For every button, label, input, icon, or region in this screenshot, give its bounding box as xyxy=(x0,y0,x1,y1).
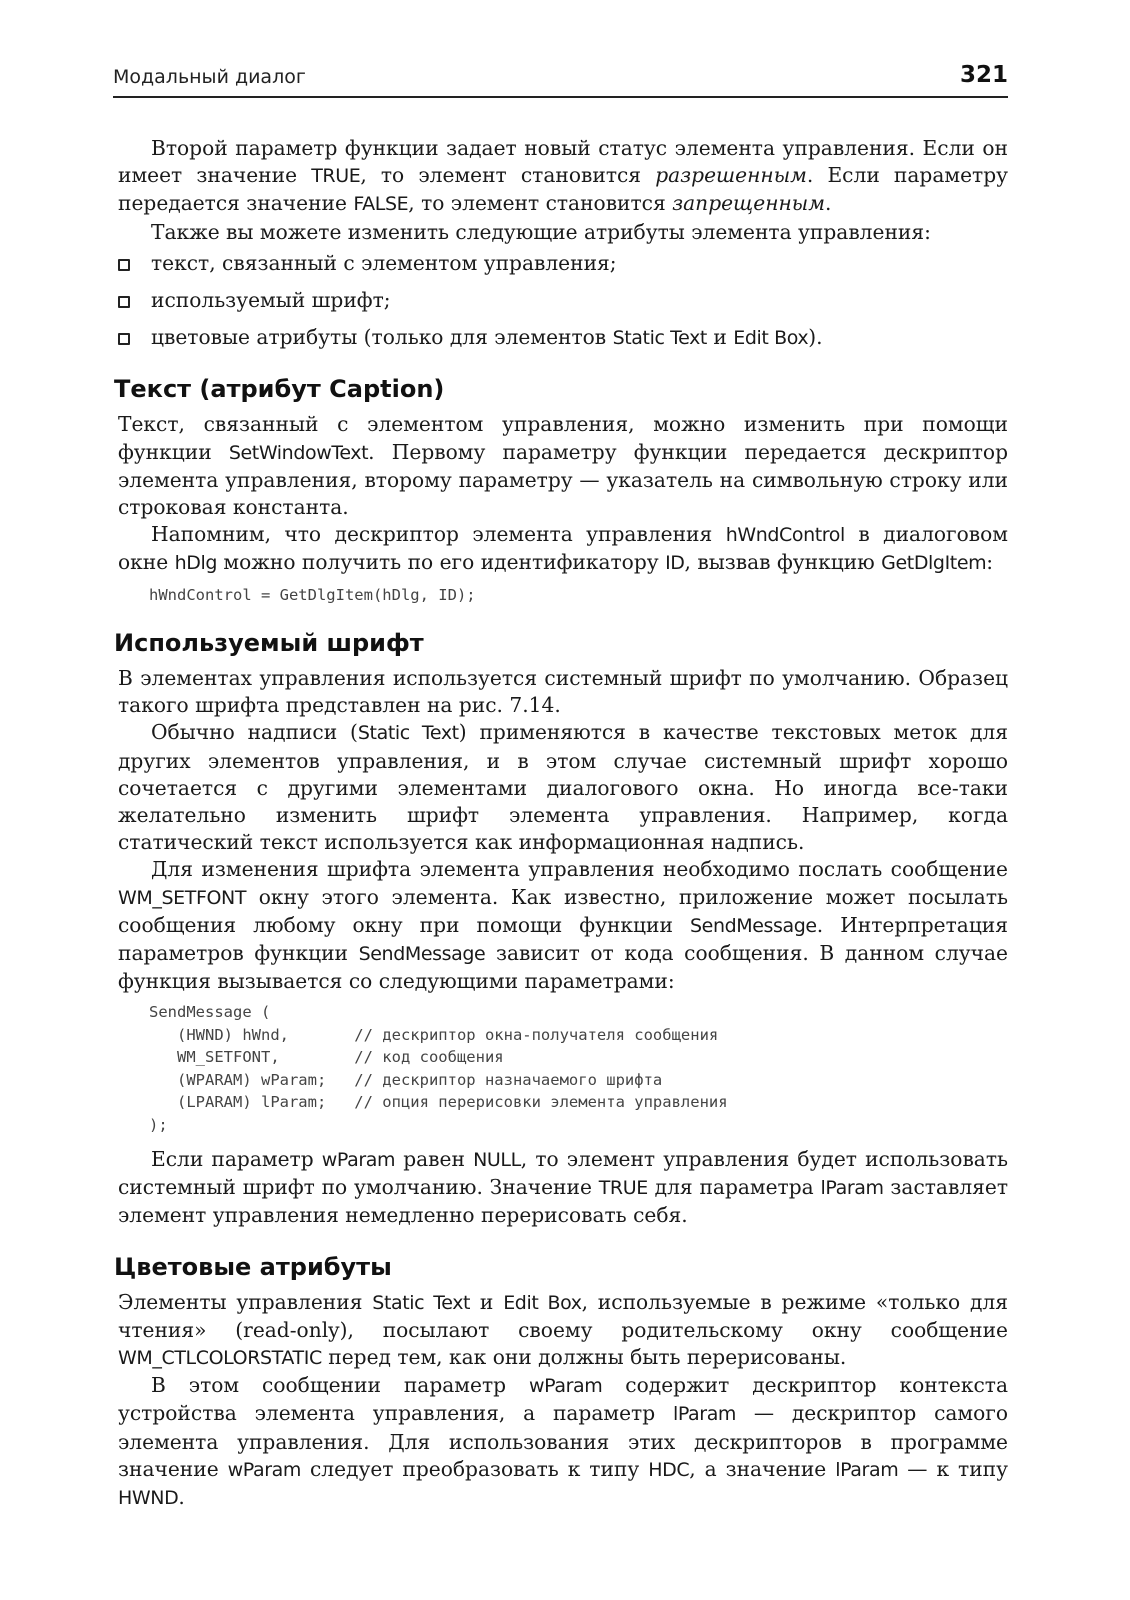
section2-paragraph-1: В элементах управления используется системный шрифт по умолчанию. Образец такого шрифта представлен на рис. 7.14. xyxy=(118,666,1008,718)
attribute-list xyxy=(118,250,1008,353)
page-number: 321 xyxy=(959,62,1008,88)
checkbox-bullet-icon xyxy=(118,296,130,308)
list-item: цветовые атрибуты (только для элементов Static Text и Edit Box). xyxy=(118,324,1008,352)
code-block-getdlgitem: hWndControl = GetDlgItem(hDlg, ID); xyxy=(149,585,476,604)
section2-paragraph-4: Если параметр wParam равен NULL, то элемент управления будет использовать системный шрифт по умолчанию. Значение TRUE для параметра lParam заставляет элемент управления немедленно перерисовать себя. xyxy=(118,1146,1009,1228)
chapter-title: Модальный диалог xyxy=(113,66,306,88)
intro-paragraph-2: Также вы можете изменить следующие атрибуты элемента управления: xyxy=(151,219,931,244)
section3-paragraph-1: Элементы управления Static Text и Edit Box, используемые в режиме «только для чтения» (read-only), посылают своему родительскому окну сообщение WM_CTLCOLORSTATIC перед тем, как они должны быть перерисованы. xyxy=(118,1289,1008,1369)
section-heading-caption: Текст (атрибут Caption) xyxy=(114,375,445,404)
list-item: используемый шрифт; xyxy=(118,287,1008,314)
section-heading-font: Используемый шрифт xyxy=(114,629,424,658)
intro-paragraph-1: Второй параметр функции задает новый статус элемента управления. Если он имеет значение TRUE, то элемент становится разрешенным. Если параметру передается значение FALSE, то элемент становится запрещенным. xyxy=(118,136,1008,216)
section3-paragraph-2: В этом сообщении параметр wParam содержит дескриптор контекста устройства элемента управления, а параметр lParam — дескриптор самого элемента управления. Для использования этих дескрипторов в программе значение wParam следует преобразовать к типу HDC, а значение lParam — к типу HWND. xyxy=(118,1373,1008,1509)
list-item: текст, связанный с элементом управления; xyxy=(118,250,1008,277)
section1-paragraph-1: Текст, связанный с элементом управления, можно изменить при помощи функции SetWindowText. Первому параметру функции передается дескриптор элемента управления, второму параметру — указатель на символьную строку или строковая константа. xyxy=(118,412,1009,520)
checkbox-bullet-icon xyxy=(118,259,130,271)
section-heading-colors: Цветовые атрибуты xyxy=(114,1252,392,1281)
section2-paragraph-2: Обычно надписи (Static Text) применяются в качестве текстовых меток для других элементов управления, и в этом случае системный шрифт хорошо сочетается с другими элементами диалогового окна. Но иногда все-таки желательно изменить шрифт элемента управления. Например, когда статический текст используется как информационная надпись. xyxy=(118,720,1008,855)
page-body xyxy=(114,135,1009,1512)
running-header xyxy=(113,62,1008,98)
section2-paragraph-3: Для изменения шрифта элемента управления необходимо послать сообщение WM_SETFONT окну этого элемента. Как известно, приложение может посылать сообщения любому окну при помощи функции SendMessage. Интерпретация параметров функции SendMessage зависит от кода сообщения. В данном случае функция вызывается со следующими параметрами: xyxy=(118,857,1009,994)
section1-paragraph-2: Напомним, что дескриптор элемента управления hWndControl в диалоговом окне hDlg можно получить по его идентификатору ID, вызвав функцию GetDlgItem: xyxy=(118,522,1008,575)
checkbox-bullet-icon xyxy=(118,333,130,345)
code-block-sendmessage: SendMessage ( (HWND) hWnd, // дескриптор окна-получателя сообщения WM_SETFONT, // код сообщения (WPARAM) wParam; // дескриптор назначаемого шрифта (LPARAM) lParam; // опция перерисовки элемента управления ); xyxy=(149,1003,728,1134)
